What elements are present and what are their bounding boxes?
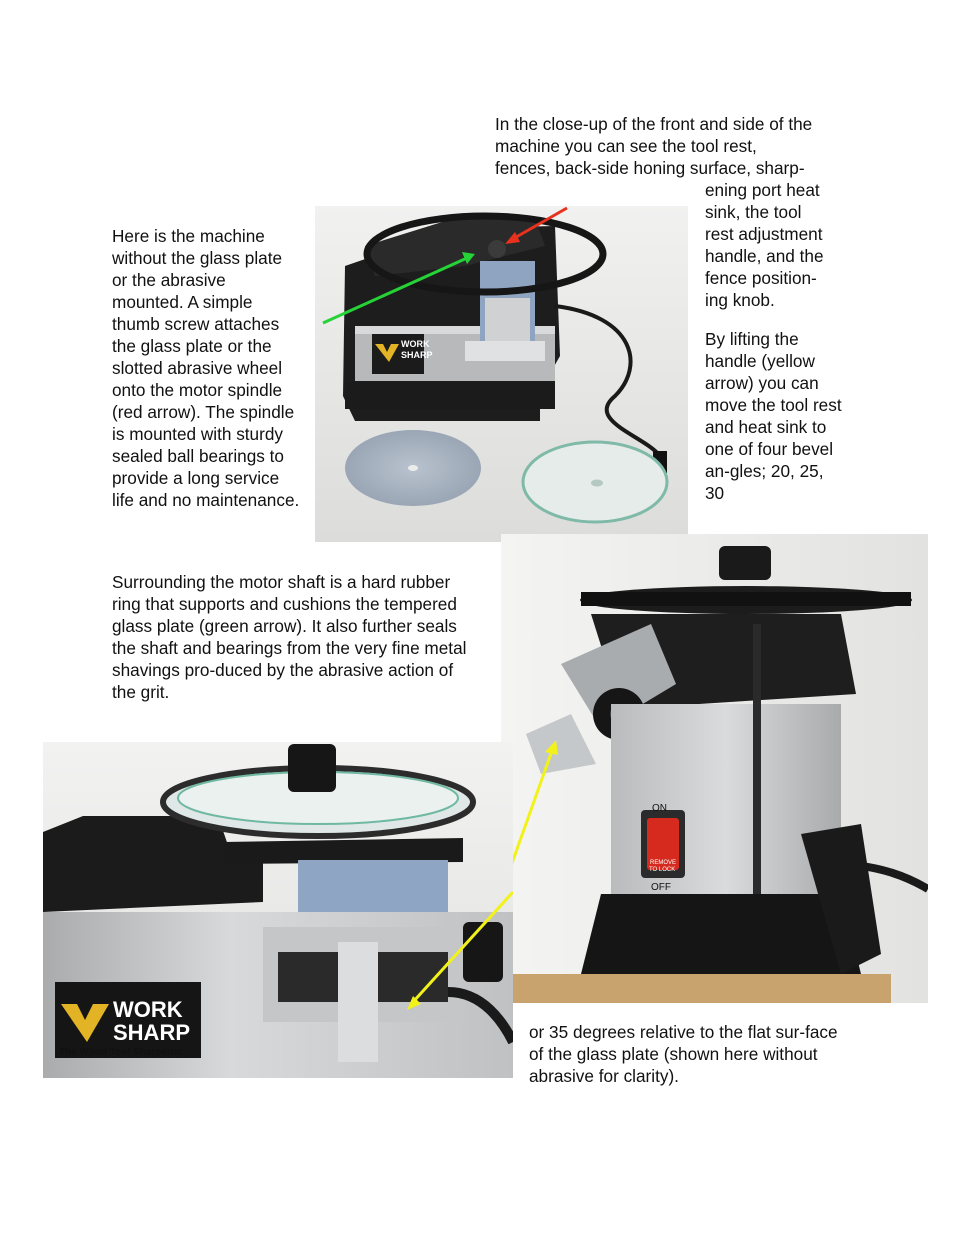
logo-text: SHARP: [401, 350, 433, 360]
closeup-line: sink, the tool: [705, 202, 802, 222]
logo-text: WORK: [401, 339, 430, 349]
closeup-line: fences, back-side honing surface, sharp-: [495, 158, 805, 178]
closeup-line: rest adjustment: [705, 224, 823, 244]
closeup-line: ening port heat: [705, 180, 820, 200]
closeup-line: handle, and the: [705, 246, 824, 266]
front-closeup-photo: [43, 742, 513, 1078]
degrees-paragraph: or 35 degrees relative to the flat sur-face of the glass plate (shown here without abrasive for clarity).: [529, 1022, 838, 1086]
closeup-line: In the close-up of the front and side of the: [495, 114, 813, 134]
logo-text: WORK: [113, 997, 183, 1022]
side-view-photo: [501, 534, 928, 1003]
closeup-line: fence position-: [705, 268, 817, 288]
surrounding-paragraph: Surrounding the motor shaft is a hard rubber ring that supports and cushions the tempered glass plate (green arrow). It also further seals the shaft and bearings from the very fine metal shavings pro-duced by the abrasive action of the grit.: [112, 572, 467, 702]
machine-photo: [315, 206, 688, 542]
logo-tagline: The Wood Tool Sharpener: [59, 1047, 183, 1058]
lifting-paragraph: By lifting the handle (yellow arrow) you can move the tool rest and heat sink to one of four bevel an-gles; 20, 25, 30: [705, 329, 842, 503]
switch-lock-label: TO LOCK: [649, 867, 676, 873]
closeup-line: machine you can see the tool rest,: [495, 136, 757, 156]
closeup-paragraph-top: [495, 113, 855, 179]
switch-on-label: ON: [652, 803, 667, 814]
switch-remove-label: REMOVE: [650, 860, 677, 866]
closeup-paragraph-side: [705, 179, 855, 311]
closeup-line: ing knob.: [705, 290, 775, 310]
intro-paragraph: Here is the machine without the glass plate or the abrasive mounted. A simple thumb screw attaches the glass plate or the slotted abrasive wheel onto the motor spindle (red arrow). The spindle is mounted with sturdy sealed ball bearings to provide a long service life and no maintenance.: [112, 226, 300, 510]
switch-off-label: OFF: [651, 882, 671, 893]
logo-text: SHARP: [113, 1020, 191, 1045]
